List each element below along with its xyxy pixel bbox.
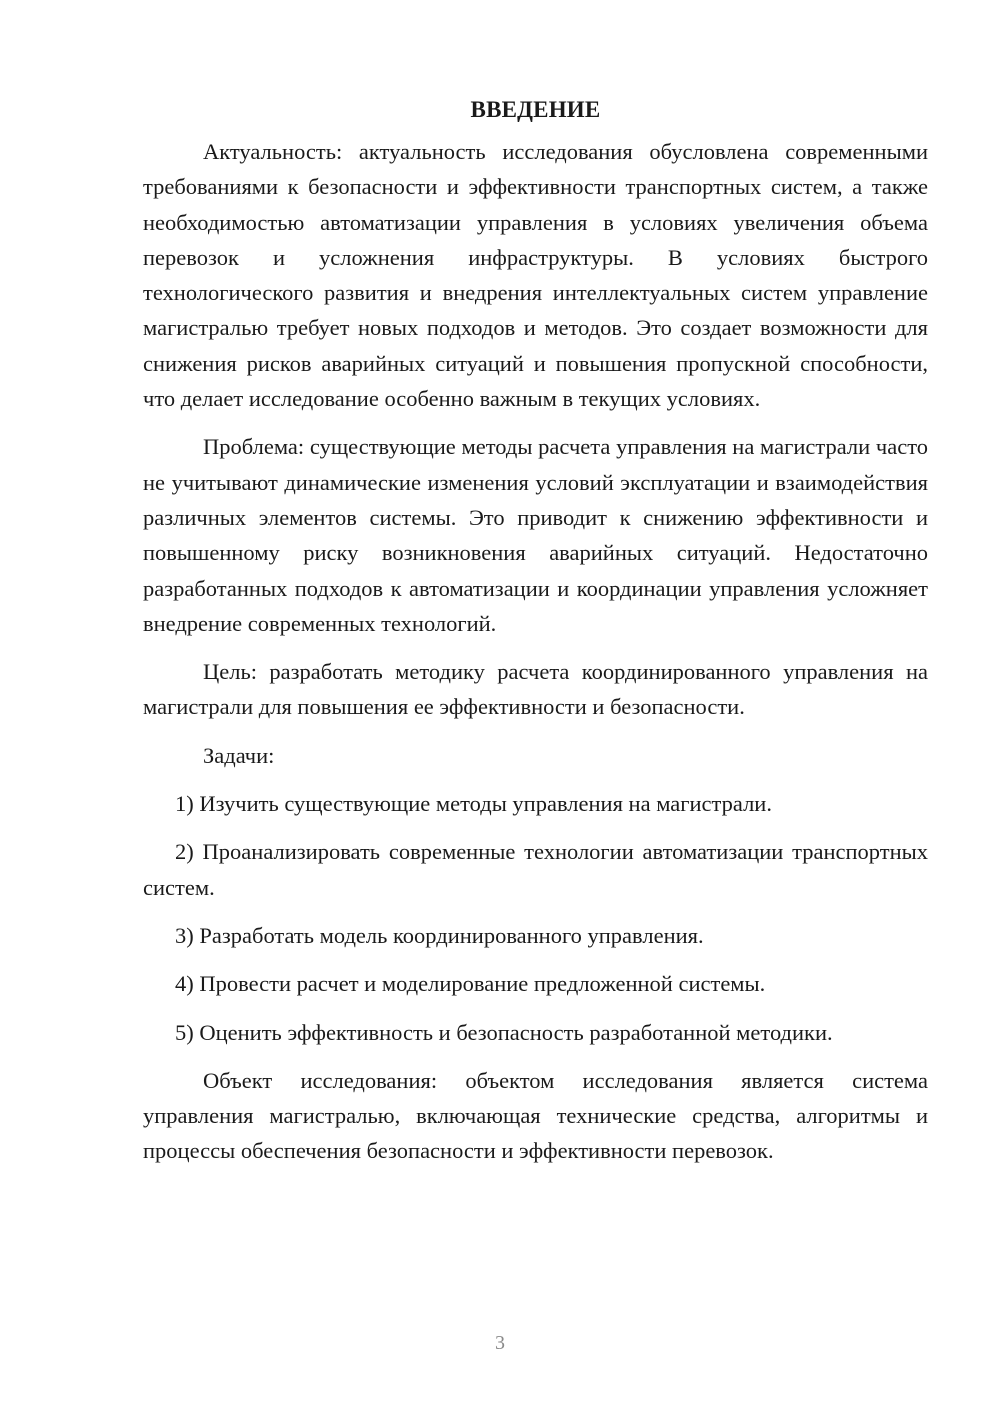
task-item-4: 4) Провести расчет и моделирование предложенной системы. xyxy=(175,971,766,997)
goal-paragraph: Цель: разработать методику расчета координированного управления на магистрали для повышения ее эффективности и безопасности. xyxy=(143,659,928,720)
object-paragraph: Объект исследования: объектом исследования является система управления магистралью, включающая технические средства, алгоритмы и процессы обеспечения безопасности и эффективности перевозок. xyxy=(143,1067,928,1164)
task-item-5: 5) Оценить эффективность и безопасность разработанной методики. xyxy=(175,1019,833,1045)
page-number: 3 xyxy=(495,1332,505,1354)
tasks-label: Задачи: xyxy=(203,742,275,768)
task-item-2: 2) Проанализировать современные технологии автоматизации транспортных систем. xyxy=(143,839,928,900)
problem-paragraph: Проблема: существующие методы расчета управления на магистрали часто не учитывают динамические изменения условий эксплуатации и взаимодействия различных элементов системы. Это приводит к снижению эффективности и повышенному риску возникновения аварийных ситуаций. Недостаточно разработанных подходов к автоматизации и координации управления усложняет внедрение современных технологий. xyxy=(143,434,928,636)
relevance-paragraph: Актуальность: актуальность исследования обусловлена современными требованиями к безопасности и эффективности транспортных систем, а также необходимостью автоматизации управления в условиях увеличения объема перевозок и усложнения инфраструктуры. В условиях быстрого технологического развития и внедрения интеллектуальных систем управление магистралью требует новых подходов и методов. Это создает возможности для снижения рисков аварийных ситуаций и повышения пропускной способности, что делает исследование особенно важным в текущих условиях. xyxy=(143,139,928,412)
section-heading: ВВЕДЕНИЕ xyxy=(470,97,601,122)
task-item-1: 1) Изучить существующие методы управления на магистрали. xyxy=(175,791,772,817)
document-page xyxy=(143,90,928,1182)
task-item-3: 3) Разработать модель координированного управления. xyxy=(175,922,704,948)
